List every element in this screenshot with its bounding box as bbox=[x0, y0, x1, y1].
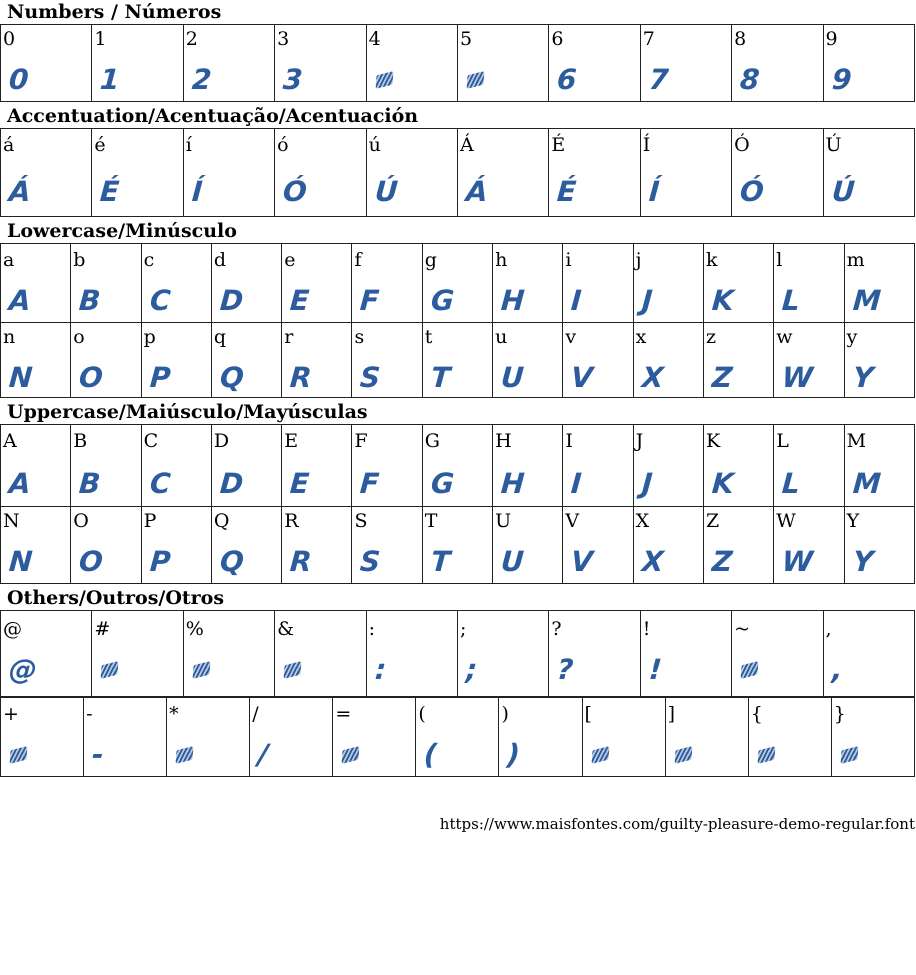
font-glyph: C bbox=[148, 467, 171, 500]
character-label: + bbox=[3, 703, 19, 725]
missing-glyph-icon bbox=[283, 655, 302, 671]
character-label: Q bbox=[213, 510, 230, 532]
specimen-cell bbox=[703, 323, 773, 398]
font-glyph: ( bbox=[423, 738, 438, 771]
character-label: { bbox=[750, 703, 763, 725]
character-label: 0 bbox=[3, 28, 16, 50]
font-glyph: - bbox=[90, 738, 104, 771]
specimen-cell bbox=[732, 611, 823, 697]
character-label: ) bbox=[501, 703, 509, 725]
specimen-cell bbox=[457, 25, 548, 102]
character-label: 5 bbox=[459, 28, 473, 50]
specimen-cell bbox=[366, 611, 457, 697]
font-glyph: ! bbox=[647, 653, 662, 686]
specimen-cell bbox=[549, 129, 640, 217]
font-glyph: Q bbox=[218, 545, 244, 578]
font-glyph: K bbox=[710, 284, 734, 317]
character-label: í bbox=[185, 134, 192, 156]
font-glyph: I bbox=[570, 284, 582, 317]
character-label: v bbox=[565, 326, 577, 348]
font-glyph: I bbox=[570, 467, 582, 500]
others-grid-row-2 bbox=[0, 697, 915, 777]
specimen-cell bbox=[633, 425, 703, 507]
font-glyph: V bbox=[570, 545, 594, 578]
specimen-cell bbox=[183, 129, 274, 217]
specimen-cell bbox=[774, 425, 844, 507]
specimen-cell bbox=[493, 425, 563, 507]
specimen-cell bbox=[282, 507, 352, 584]
character-label: 1 bbox=[94, 28, 107, 50]
font-glyph: Í bbox=[647, 175, 660, 208]
font-glyph: É bbox=[99, 175, 120, 208]
font-glyph: ) bbox=[506, 738, 521, 771]
specimen-cell bbox=[703, 507, 773, 584]
font-glyph: F bbox=[359, 467, 380, 500]
character-label: c bbox=[143, 249, 155, 271]
character-label: w bbox=[776, 326, 793, 348]
specimen-cell bbox=[1, 323, 71, 398]
specimen-cell bbox=[92, 129, 183, 217]
specimen-cell bbox=[275, 25, 366, 102]
accentuation-title: Accentuation/Acentuação/Acentuación bbox=[7, 105, 419, 127]
specimen-cell bbox=[831, 698, 914, 777]
font-glyph: Ú bbox=[373, 175, 398, 208]
specimen-cell bbox=[352, 425, 422, 507]
missing-glyph-icon bbox=[191, 655, 210, 671]
character-label: Á bbox=[459, 134, 474, 156]
font-glyph: D bbox=[218, 284, 244, 317]
specimen-cell bbox=[844, 323, 914, 398]
character-label: 6 bbox=[551, 28, 564, 50]
character-label: Z bbox=[705, 510, 720, 532]
specimen-cell bbox=[71, 244, 141, 323]
specimen-cell bbox=[422, 507, 492, 584]
specimen-cell bbox=[1, 425, 71, 507]
font-glyph: M bbox=[851, 467, 881, 500]
character-label: b bbox=[73, 249, 86, 271]
specimen-cell bbox=[774, 244, 844, 323]
character-label: [ bbox=[584, 703, 592, 725]
specimen-cell bbox=[457, 129, 548, 217]
font-glyph: O bbox=[78, 545, 104, 578]
font-glyph: K bbox=[710, 467, 734, 500]
specimen-cell bbox=[844, 425, 914, 507]
specimen-cell bbox=[141, 244, 211, 323]
specimen-cell bbox=[141, 507, 211, 584]
character-label: Ó bbox=[734, 134, 750, 156]
character-label: ú bbox=[368, 134, 381, 156]
character-label: i bbox=[565, 249, 572, 271]
character-label: O bbox=[73, 510, 89, 532]
specimen-cell bbox=[71, 323, 141, 398]
character-label: ( bbox=[418, 703, 426, 725]
character-label: @ bbox=[3, 618, 22, 640]
character-label: u bbox=[495, 326, 508, 348]
font-glyph: E bbox=[289, 467, 310, 500]
font-glyph: G bbox=[429, 284, 454, 317]
font-glyph: Q bbox=[218, 361, 244, 394]
font-glyph: E bbox=[289, 284, 310, 317]
character-label: * bbox=[169, 703, 179, 725]
specimen-cell bbox=[183, 25, 274, 102]
specimen-cell bbox=[250, 698, 333, 777]
specimen-cell bbox=[275, 129, 366, 217]
font-glyph: Y bbox=[851, 545, 874, 578]
character-label: g bbox=[424, 249, 437, 271]
specimen-cell bbox=[211, 425, 281, 507]
character-label: E bbox=[284, 430, 299, 452]
character-label: B bbox=[73, 430, 88, 452]
font-glyph: R bbox=[289, 361, 312, 394]
character-label: J bbox=[635, 430, 644, 452]
specimen-cell bbox=[563, 507, 633, 584]
specimen-cell bbox=[633, 323, 703, 398]
character-label: m bbox=[846, 249, 865, 271]
character-label: j bbox=[635, 249, 642, 271]
character-label: 7 bbox=[642, 28, 655, 50]
character-label: s bbox=[354, 326, 365, 348]
missing-glyph-icon bbox=[756, 740, 775, 756]
font-glyph: W bbox=[781, 545, 814, 578]
character-label: 9 bbox=[825, 28, 838, 50]
specimen-cell bbox=[352, 244, 422, 323]
character-label: ~ bbox=[734, 618, 751, 640]
font-glyph: J bbox=[640, 284, 653, 317]
others-title: Others/Outros/Otros bbox=[7, 587, 225, 609]
specimen-cell bbox=[732, 129, 823, 217]
specimen-cell bbox=[141, 425, 211, 507]
specimen-cell bbox=[549, 611, 640, 697]
font-glyph: Z bbox=[710, 545, 733, 578]
character-label: e bbox=[284, 249, 296, 271]
font-glyph: ? bbox=[556, 653, 574, 686]
character-label: 3 bbox=[277, 28, 290, 50]
character-label: ? bbox=[551, 618, 562, 640]
font-glyph: C bbox=[148, 284, 171, 317]
character-label: 4 bbox=[368, 28, 381, 50]
specimen-cell bbox=[92, 25, 183, 102]
font-glyph: H bbox=[499, 284, 525, 317]
missing-glyph-icon bbox=[590, 740, 609, 756]
font-glyph: P bbox=[148, 545, 171, 578]
numbers-title: Numbers / Números bbox=[7, 1, 222, 23]
specimen-cell bbox=[282, 425, 352, 507]
character-label: S bbox=[354, 510, 368, 532]
specimen-cell bbox=[1, 507, 71, 584]
font-glyph: 2 bbox=[190, 63, 212, 96]
character-label: L bbox=[776, 430, 789, 452]
font-glyph: Á bbox=[7, 175, 31, 208]
font-glyph: , bbox=[830, 653, 843, 686]
character-label: P bbox=[143, 510, 157, 532]
specimen-cell bbox=[1, 25, 92, 102]
specimen-cell bbox=[493, 244, 563, 323]
font-glyph: O bbox=[78, 361, 104, 394]
character-label: R bbox=[284, 510, 299, 532]
missing-glyph-icon bbox=[673, 740, 692, 756]
font-glyph: 8 bbox=[739, 63, 760, 96]
character-label: r bbox=[284, 326, 294, 348]
character-label: U bbox=[495, 510, 512, 532]
character-label: p bbox=[143, 326, 156, 348]
specimen-cell bbox=[422, 323, 492, 398]
specimen-cell bbox=[1, 244, 71, 323]
character-label: Ú bbox=[825, 134, 842, 156]
font-glyph: G bbox=[429, 467, 454, 500]
font-glyph: R bbox=[289, 545, 312, 578]
character-label: á bbox=[3, 134, 15, 156]
lowercase-title: Lowercase/Minúsculo bbox=[7, 220, 237, 242]
character-label: & bbox=[277, 618, 295, 640]
font-glyph: Í bbox=[190, 175, 203, 208]
character-label: , bbox=[825, 618, 832, 640]
character-label: y bbox=[846, 326, 858, 348]
font-glyph: N bbox=[7, 361, 33, 394]
specimen-cell bbox=[823, 129, 914, 217]
font-glyph: 1 bbox=[99, 63, 121, 96]
specimen-cell bbox=[774, 507, 844, 584]
specimen-cell bbox=[416, 698, 499, 777]
missing-glyph-icon bbox=[8, 740, 27, 756]
specimen-cell bbox=[422, 244, 492, 323]
specimen-cell bbox=[92, 611, 183, 697]
specimen-cell bbox=[71, 425, 141, 507]
specimen-cell bbox=[493, 507, 563, 584]
accentuation-grid bbox=[0, 128, 915, 217]
specimen-cell bbox=[422, 425, 492, 507]
font-glyph: S bbox=[359, 361, 381, 394]
character-label: t bbox=[424, 326, 433, 348]
character-label: 2 bbox=[185, 28, 198, 50]
missing-glyph-icon bbox=[465, 65, 484, 81]
font-glyph: Ú bbox=[830, 175, 855, 208]
specimen-cell bbox=[352, 507, 422, 584]
character-label: - bbox=[86, 703, 93, 725]
uppercase-grid bbox=[0, 424, 915, 584]
specimen-cell bbox=[1, 698, 84, 777]
specimen-cell bbox=[774, 323, 844, 398]
font-glyph: Ó bbox=[739, 175, 765, 208]
others-grid-row-1 bbox=[0, 610, 915, 697]
specimen-cell bbox=[633, 507, 703, 584]
specimen-cell bbox=[732, 25, 823, 102]
specimen-cell bbox=[167, 698, 250, 777]
character-label: n bbox=[3, 326, 16, 348]
font-glyph: 9 bbox=[830, 63, 852, 96]
character-label: 8 bbox=[734, 28, 747, 50]
specimen-cell bbox=[563, 323, 633, 398]
specimen-cell bbox=[640, 25, 731, 102]
character-label: M bbox=[846, 430, 867, 452]
character-label: I bbox=[565, 430, 573, 452]
character-label: H bbox=[495, 430, 512, 452]
character-label: % bbox=[185, 618, 204, 640]
font-glyph: / bbox=[257, 738, 269, 771]
specimen-cell bbox=[665, 698, 748, 777]
font-glyph: V bbox=[570, 361, 594, 394]
character-label: Y bbox=[846, 510, 860, 532]
character-label: h bbox=[495, 249, 508, 271]
specimen-cell bbox=[844, 507, 914, 584]
missing-glyph-icon bbox=[341, 740, 360, 756]
font-glyph: Ó bbox=[282, 175, 308, 208]
font-glyph: U bbox=[499, 361, 525, 394]
character-label: = bbox=[335, 703, 352, 725]
specimen-cell bbox=[1, 129, 92, 217]
specimen-cell bbox=[582, 698, 665, 777]
font-glyph: P bbox=[148, 361, 171, 394]
font-glyph: Z bbox=[710, 361, 733, 394]
font-glyph: F bbox=[359, 284, 380, 317]
specimen-cell bbox=[640, 129, 731, 217]
missing-glyph-icon bbox=[374, 65, 393, 81]
specimen-cell bbox=[748, 698, 831, 777]
character-label: f bbox=[354, 249, 362, 271]
font-glyph: S bbox=[359, 545, 381, 578]
specimen-cell bbox=[823, 25, 914, 102]
character-label: ] bbox=[667, 703, 676, 725]
specimen-cell bbox=[282, 244, 352, 323]
specimen-cell bbox=[211, 507, 281, 584]
character-label: # bbox=[94, 618, 111, 640]
specimen-cell bbox=[563, 244, 633, 323]
specimen-cell bbox=[282, 323, 352, 398]
font-glyph: N bbox=[7, 545, 33, 578]
font-glyph: A bbox=[7, 284, 31, 317]
specimen-cell bbox=[563, 425, 633, 507]
specimen-cell bbox=[366, 25, 457, 102]
font-glyph: X bbox=[640, 545, 664, 578]
character-label: / bbox=[252, 703, 259, 725]
character-label: x bbox=[635, 326, 647, 348]
specimen-cell bbox=[703, 244, 773, 323]
character-label: é bbox=[94, 134, 106, 156]
character-label: l bbox=[776, 249, 783, 271]
character-label: É bbox=[551, 134, 566, 156]
character-label: F bbox=[354, 430, 368, 452]
character-label: ó bbox=[277, 134, 289, 156]
character-label: T bbox=[424, 510, 438, 532]
numbers-grid bbox=[0, 24, 915, 102]
missing-glyph-icon bbox=[100, 655, 119, 671]
character-label: z bbox=[705, 326, 716, 348]
font-glyph: 7 bbox=[647, 63, 669, 96]
character-label: q bbox=[213, 326, 227, 348]
character-label: K bbox=[705, 430, 721, 452]
character-label: N bbox=[3, 510, 20, 532]
font-glyph: D bbox=[218, 467, 244, 500]
lowercase-grid bbox=[0, 243, 915, 398]
character-label: A bbox=[3, 430, 17, 452]
character-label: Í bbox=[642, 134, 651, 156]
font-glyph: @ bbox=[7, 653, 38, 686]
specimen-cell bbox=[211, 244, 281, 323]
character-label: a bbox=[3, 249, 15, 271]
font-glyph: A bbox=[7, 467, 31, 500]
font-glyph: L bbox=[781, 284, 801, 317]
character-label: ; bbox=[459, 618, 467, 640]
specimen-cell bbox=[84, 698, 167, 777]
font-glyph: : bbox=[373, 653, 386, 686]
uppercase-title: Uppercase/Maiúsculo/Mayúsculas bbox=[7, 401, 368, 423]
font-glyph: U bbox=[499, 545, 525, 578]
specimen-cell bbox=[703, 425, 773, 507]
font-glyph: M bbox=[851, 284, 881, 317]
specimen-cell bbox=[275, 611, 366, 697]
character-label: X bbox=[635, 510, 650, 532]
character-label: : bbox=[368, 618, 375, 640]
specimen-cell bbox=[352, 323, 422, 398]
missing-glyph-icon bbox=[740, 655, 759, 671]
font-glyph: 3 bbox=[282, 63, 303, 96]
specimen-cell bbox=[499, 698, 582, 777]
character-label: C bbox=[143, 430, 159, 452]
specimen-cell bbox=[141, 323, 211, 398]
font-glyph: Á bbox=[464, 175, 488, 208]
specimen-cell bbox=[211, 323, 281, 398]
font-glyph: 0 bbox=[7, 63, 29, 96]
character-label: d bbox=[213, 249, 227, 271]
font-glyph: X bbox=[640, 361, 664, 394]
source-url[interactable]: https://www.maisfontes.com/guilty-pleasure-demo-regular.font bbox=[439, 815, 915, 833]
specimen-cell bbox=[549, 25, 640, 102]
font-glyph: J bbox=[640, 467, 653, 500]
font-glyph: W bbox=[781, 361, 814, 394]
missing-glyph-icon bbox=[839, 740, 858, 756]
character-label: G bbox=[424, 430, 440, 452]
font-glyph: T bbox=[429, 545, 451, 578]
specimen-cell bbox=[333, 698, 416, 777]
character-label: o bbox=[73, 326, 85, 348]
specimen-cell bbox=[823, 611, 914, 697]
missing-glyph-icon bbox=[175, 740, 194, 756]
specimen-cell bbox=[457, 611, 548, 697]
specimen-cell bbox=[1, 611, 92, 697]
specimen-cell bbox=[366, 129, 457, 217]
character-label: k bbox=[705, 249, 718, 271]
font-glyph: ; bbox=[464, 653, 478, 686]
specimen-cell bbox=[640, 611, 731, 697]
specimen-cell bbox=[183, 611, 274, 697]
specimen-cell bbox=[493, 323, 563, 398]
specimen-cell bbox=[633, 244, 703, 323]
font-glyph: T bbox=[429, 361, 451, 394]
font-glyph: H bbox=[499, 467, 525, 500]
font-glyph: 6 bbox=[556, 63, 578, 96]
character-label: } bbox=[833, 703, 846, 725]
font-glyph: Y bbox=[851, 361, 874, 394]
specimen-cell bbox=[844, 244, 914, 323]
character-label: W bbox=[776, 510, 796, 532]
character-label: V bbox=[565, 510, 580, 532]
character-label: ! bbox=[642, 618, 651, 640]
character-label: D bbox=[213, 430, 230, 452]
font-glyph: B bbox=[78, 467, 101, 500]
font-glyph: B bbox=[78, 284, 101, 317]
font-glyph: L bbox=[781, 467, 801, 500]
font-glyph: É bbox=[556, 175, 577, 208]
specimen-cell bbox=[71, 507, 141, 584]
